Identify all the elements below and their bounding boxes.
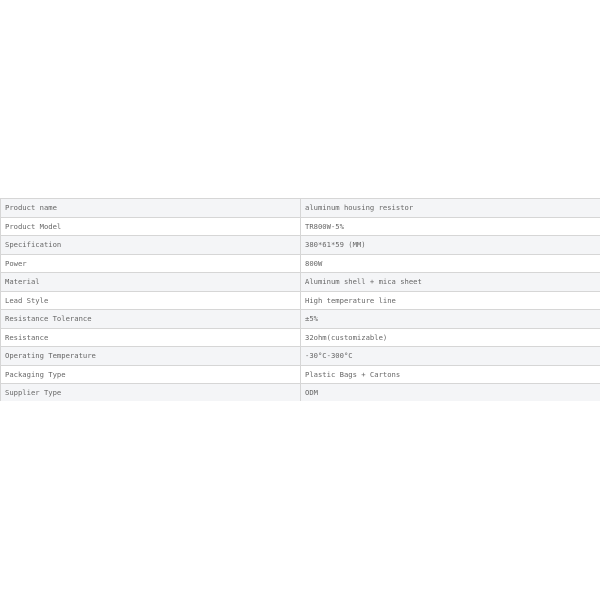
table-row [1, 310, 600, 329]
spec-value: 800W [301, 254, 600, 273]
spec-label: Product Model [1, 217, 301, 236]
spec-label: Lead Style [1, 291, 301, 310]
spec-label: Resistance Tolerance [1, 310, 301, 329]
spec-value: 380*61*59 (MM) [301, 236, 600, 255]
table-row [1, 199, 600, 218]
spec-value: aluminum housing resistor [301, 199, 600, 218]
spec-value: Plastic Bags + Cartons [301, 365, 600, 384]
table-row [1, 273, 600, 292]
spec-label: Material [1, 273, 301, 292]
spec-label: Specification [1, 236, 301, 255]
spec-label: Supplier Type [1, 384, 301, 402]
spec-label: Operating Temperature [1, 347, 301, 366]
product-spec-table [0, 198, 600, 401]
spec-label: Resistance [1, 328, 301, 347]
spec-value: TR800W-5% [301, 217, 600, 236]
spec-label: Power [1, 254, 301, 273]
table-row [1, 384, 600, 402]
table-row [1, 291, 600, 310]
product-spec-table-container [0, 198, 600, 401]
spec-value: ODM [301, 384, 600, 402]
spec-label: Packaging Type [1, 365, 301, 384]
table-row [1, 328, 600, 347]
spec-value: High temperature line [301, 291, 600, 310]
table-row [1, 217, 600, 236]
table-row [1, 236, 600, 255]
spec-value: -30°C-300°C [301, 347, 600, 366]
spec-value: 32ohm(customizable) [301, 328, 600, 347]
spec-value: Aluminum shell + mica sheet [301, 273, 600, 292]
table-row [1, 347, 600, 366]
spec-value: ±5% [301, 310, 600, 329]
spec-label: Product name [1, 199, 301, 218]
table-row [1, 254, 600, 273]
table-row [1, 365, 600, 384]
